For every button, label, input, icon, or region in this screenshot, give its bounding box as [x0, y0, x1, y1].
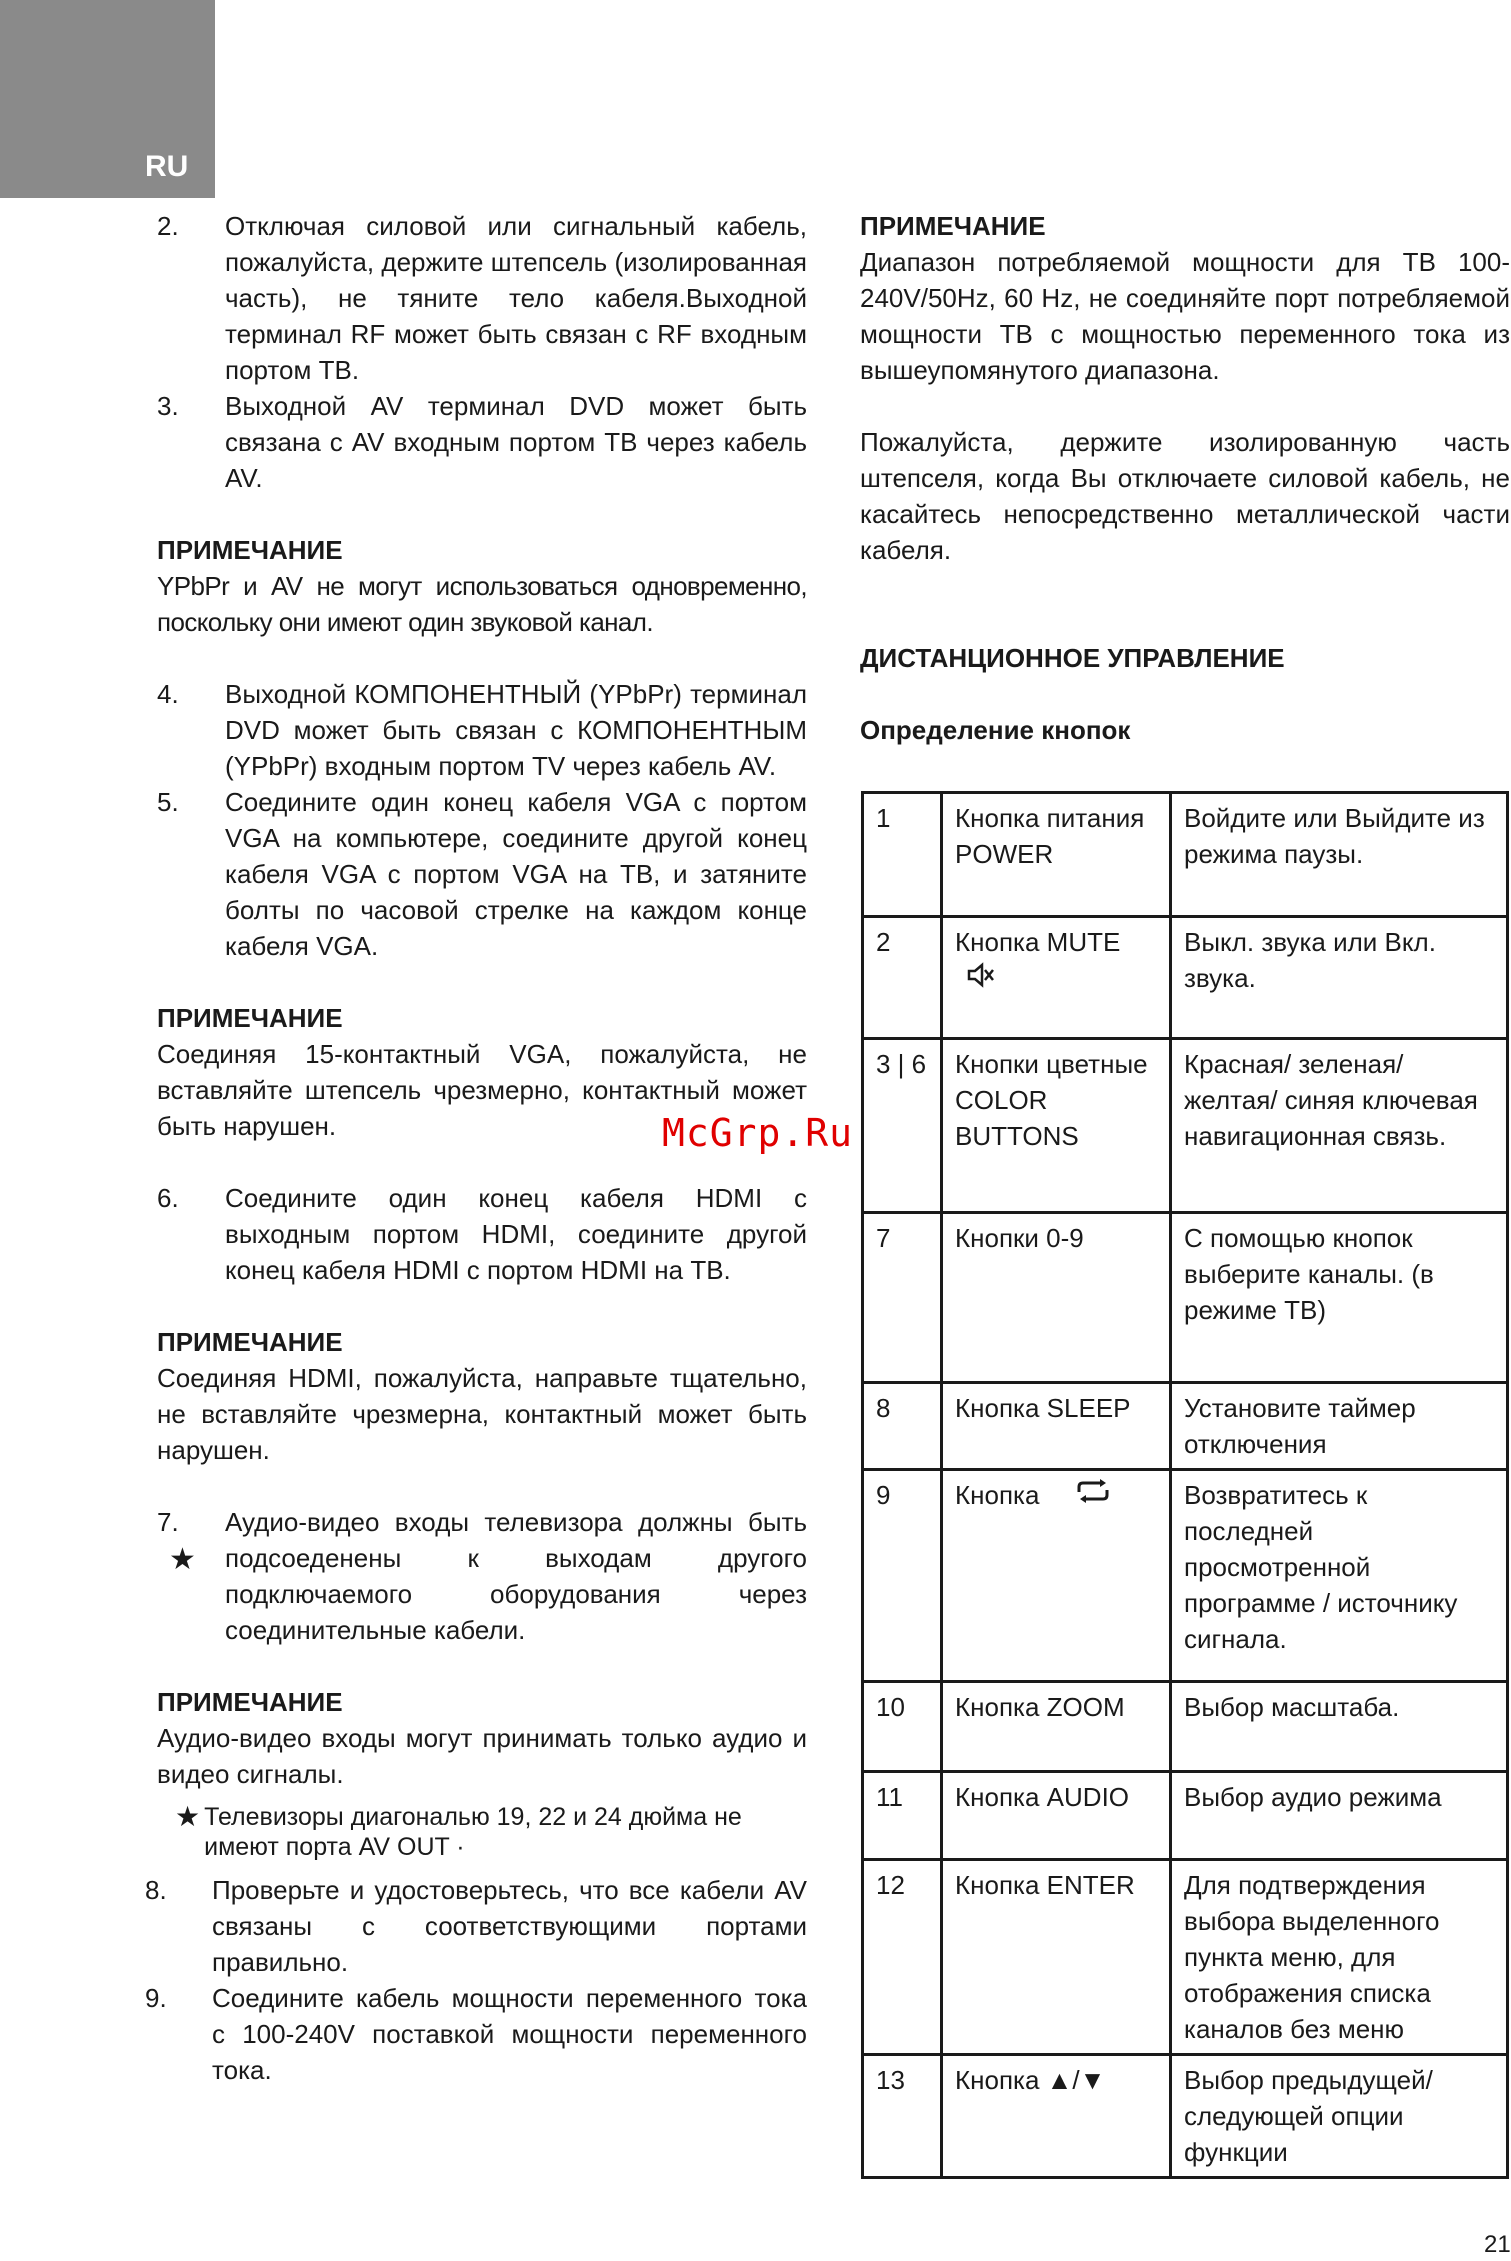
item-number: 6. — [157, 1183, 179, 1213]
list-item-2 — [157, 208, 807, 388]
button-description: Выбор предыдущей/ следующей опции функции — [1171, 2055, 1508, 2178]
button-name: Кнопка AUDIO — [942, 1772, 1171, 1860]
note-text: Соединяя 15-контактный VGA, пожалуйста, не вставляйте штепсель чрезмерно, контактный может быть нарушен. — [157, 1039, 807, 1141]
item-text: Отключая силовой или сигнальный кабель, пожалуйста, держите штепсель (изолированная часть), не тяните тело кабеля.Выходной терминал RF может быть связан с RF входным портом ТВ. — [225, 211, 807, 385]
item-number: 5. — [157, 787, 179, 817]
item-text: Соедините один конец кабеля VGA с портом VGA на компьютере, соедините другой конец кабеля VGA с портом VGA на ТВ, и затяните болты по часовой стрелке на каждом конце кабеля VGA. — [225, 787, 807, 961]
button-number: 3 | 6 — [863, 1039, 942, 1213]
item-number: 4. — [157, 679, 179, 709]
item-number: 9. — [145, 1983, 167, 2013]
note-heading: ПРИМЕЧАНИЕ — [157, 535, 343, 565]
item-number: 7. — [157, 1507, 179, 1537]
button-name: Кнопка питания POWER — [942, 793, 1171, 917]
watermark: McGrp.Ru — [662, 1111, 854, 1155]
note-heading: ПРИМЕЧАНИЕ — [157, 1687, 343, 1717]
button-number: 7 — [863, 1213, 942, 1383]
right-column — [860, 208, 1510, 748]
return-icon — [1073, 1478, 1113, 1511]
list-item-5 — [157, 784, 807, 964]
note-heading: ПРИМЕЧАНИЕ — [860, 211, 1046, 241]
table-row — [863, 917, 1508, 1039]
button-number: 9 — [863, 1470, 942, 1682]
item-text: Проверьте и удостоверьтесь, что все кабели AV связаны с соответствующими портами правильно. — [212, 1875, 807, 1977]
page-number: 21 — [1484, 2231, 1511, 2258]
button-name-cell — [942, 1470, 1171, 1682]
language-tab — [0, 0, 215, 198]
button-number: 8 — [863, 1383, 942, 1470]
button-number: 2 — [863, 917, 942, 1039]
button-name: Кнопка SLEEP — [942, 1383, 1171, 1470]
table-row — [863, 1470, 1508, 1682]
button-name: Кнопки цветные COLOR BUTTONS — [942, 1039, 1171, 1213]
button-description: Возвратитесь к последней просмотренной программе / источнику сигнала. — [1171, 1470, 1508, 1682]
button-description: Выбор масштаба. — [1171, 1682, 1508, 1772]
mute-icon — [965, 965, 995, 996]
item-number: 3. — [157, 391, 179, 421]
subsection-title: Определение кнопок — [860, 715, 1131, 745]
item-text: Выходной AV терминал DVD может быть связана с AV входным портом ТВ через кабель AV. — [225, 391, 807, 493]
note-heading: ПРИМЕЧАНИЕ — [157, 1003, 343, 1033]
table-row — [863, 793, 1508, 917]
table-row — [863, 1039, 1508, 1213]
table-row — [863, 1682, 1508, 1772]
list-item-3 — [157, 388, 807, 496]
list-item-4 — [157, 676, 807, 784]
button-number: 10 — [863, 1682, 942, 1772]
button-number: 12 — [863, 1860, 942, 2055]
note-text: Соединяя HDMI, пожалуйста, направьте тщательно, не вставляйте чрезмерна, контактный может быть нарушен. — [157, 1363, 807, 1465]
button-name: Кнопки 0-9 — [942, 1213, 1171, 1383]
item-number: 8. — [145, 1875, 167, 1905]
button-number: 13 — [863, 2055, 942, 2178]
button-description: Красная/ зеленая/желтая/ синяя ключевая навигационная связь. — [1171, 1039, 1508, 1213]
note-heading: ПРИМЕЧАНИЕ — [157, 1327, 343, 1357]
list-item-7 — [157, 1504, 807, 1648]
button-number: 1 — [863, 793, 942, 917]
table-row — [863, 1860, 1508, 2055]
button-definition-table — [861, 791, 1509, 2179]
note-text: Диапазон потребляемой мощности для ТВ 100-240V/50Hz, 60 Hz, не соединяйте порт потребляемой мощности ТВ с мощностью переменного тока из вышеупомянутого диапазона. — [860, 247, 1510, 385]
item-text: Соедините кабель мощности переменного тока с 100-240V поставкой мощности переменного тока. — [212, 1983, 807, 2085]
table-row — [863, 1213, 1508, 1383]
item-text: Соедините один конец кабеля HDMI с выходным портом HDMI, соедините другой конец кабеля HDMI с портом HDMI на ТВ. — [225, 1183, 807, 1285]
table-row — [863, 1772, 1508, 1860]
button-number: 11 — [863, 1772, 942, 1860]
button-name-cell — [942, 917, 1171, 1039]
language-badge: RU — [145, 150, 189, 183]
item-text: Выходной КОМПОНЕНТНЫЙ (YPbPr) терминал DVD может быть связан с КОМПОНЕНТНЫМ (YPbPr) входным портом TV через кабель AV. — [225, 679, 807, 781]
list-item-9 — [145, 1980, 807, 2088]
list-item-8 — [145, 1872, 807, 1980]
button-name: Кнопка ENTER — [942, 1860, 1171, 2055]
note-text: Аудио-видео входы могут принимать только аудио и видео сигналы. — [157, 1723, 807, 1789]
table-row — [863, 1383, 1508, 1470]
section-title: ДИСТАНЦИОННОЕ УПРАВЛЕНИЕ — [860, 643, 1285, 673]
item-number: 2. — [157, 211, 179, 241]
star-icon: ★ — [175, 1801, 201, 1832]
button-description: Выбор аудио режима — [1171, 1772, 1508, 1860]
button-description: Установите таймер отключения — [1171, 1383, 1508, 1470]
button-name: Кнопка ZOOM — [942, 1682, 1171, 1772]
button-description: С помощью кнопок выберите каналы. (в режиме ТВ) — [1171, 1213, 1508, 1383]
button-description: Для подтверждения выбора выделенного пункта меню, для отображения списка каналов без меню — [1171, 1860, 1508, 2055]
button-description: Выкл. звука или Вкл. звука. — [1171, 917, 1508, 1039]
star-note — [175, 1802, 807, 1862]
button-name: Кнопка — [955, 1480, 1040, 1510]
note-text: YPbPr и AV не могут использоваться одновременно, поскольку они имеют один звуковой канал. — [157, 571, 807, 637]
star-note-text: Телевизоры диагональю 19, 22 и 24 дюйма не имеют порта AV OUT · — [204, 1803, 742, 1861]
table-row — [863, 2055, 1508, 2178]
warning-paragraph: Пожалуйста, держите изолированную часть штепселя, когда Вы отключаете силовой кабель, не касайтесь непосредственно металлической части кабеля. — [860, 427, 1510, 565]
button-description: Войдите или Выйдите из режима паузы. — [1171, 793, 1508, 917]
button-name: Кнопка ▲/▼ — [942, 2055, 1171, 2178]
star-icon: ★ — [169, 1543, 196, 1576]
list-item-6 — [157, 1180, 807, 1288]
button-name: Кнопка MUTE — [955, 927, 1121, 957]
item-text: Аудио-видео входы телевизора должны быть подсоеденены к выходам другого подключаемого оборудования через соединительные кабели. — [225, 1507, 807, 1645]
